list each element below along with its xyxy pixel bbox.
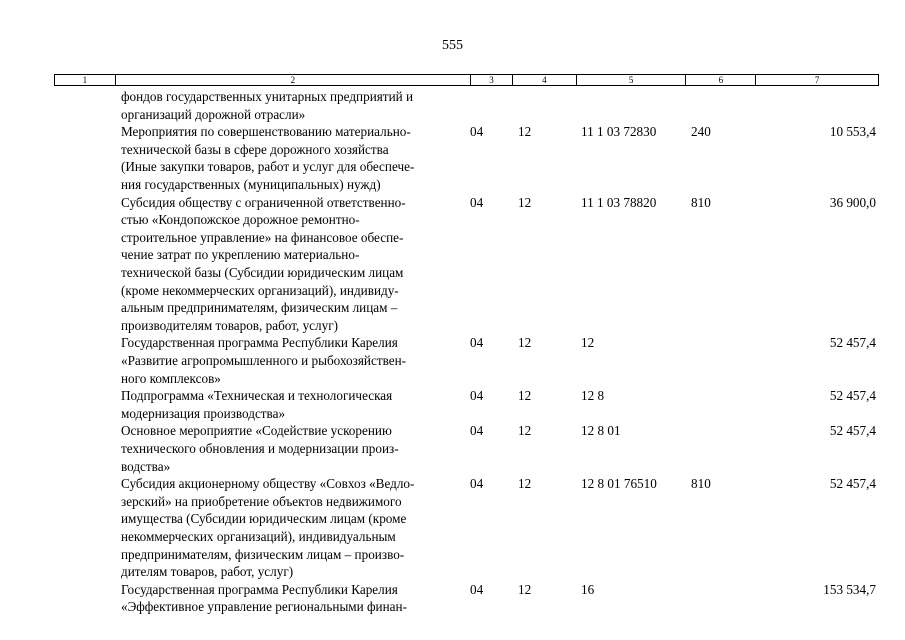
amount-value: 153 534,7: [823, 581, 876, 597]
column-number-6: 6: [686, 75, 756, 85]
budget-table-body: [0, 88, 905, 616]
target-article-code: 12 8 01 76510: [581, 476, 657, 492]
description-line: технической базы (Субсидии юридическим лицам: [121, 264, 404, 280]
amount-value: 10 553,4: [829, 124, 876, 140]
section-code: 04: [470, 124, 484, 140]
target-article-code: 12 8: [581, 388, 605, 404]
subsection-code: 12: [518, 388, 532, 404]
description-line: чение затрат по укреплению материально-: [121, 247, 360, 263]
description-line: Субсидия акционерному обществу «Совхоз «Ведло-: [121, 476, 415, 492]
section-code: 04: [470, 581, 484, 597]
expense-type-code: 810: [691, 476, 711, 492]
expense-type-code: 240: [691, 124, 711, 140]
target-article-code: 16: [581, 581, 595, 597]
column-number-5: 5: [577, 75, 687, 85]
column-number-2: 2: [116, 75, 471, 85]
amount-value: 52 457,4: [829, 388, 876, 404]
target-article-code: 12 8 01: [581, 423, 621, 439]
table-row: [0, 123, 905, 193]
subsection-code: 12: [518, 124, 532, 140]
subsection-code: 12: [518, 194, 532, 210]
description-line: (кроме некоммерческих организаций), индивиду-: [121, 282, 399, 298]
table-row: [0, 88, 905, 123]
amount-value: 52 457,4: [829, 423, 876, 439]
description-line: Мероприятия по совершенствованию материально-: [121, 124, 411, 140]
subsection-code: 12: [518, 423, 532, 439]
column-number-7: 7: [814, 75, 820, 85]
description-line: водства»: [121, 458, 171, 474]
section-code: 04: [470, 335, 484, 351]
table-row: [0, 334, 905, 387]
subsection-code: 12: [518, 335, 532, 351]
description-line: альным предпринимателям, физическим лицам –: [121, 300, 398, 316]
column-number-1: 1: [55, 75, 116, 85]
section-code: 04: [470, 423, 484, 439]
row-description: [121, 194, 461, 335]
description-line: имущества (Субсидии юридическим лицам (кроме: [121, 511, 407, 527]
amount-value: 52 457,4: [829, 476, 876, 492]
description-line: «Развитие агропромышленного и рыбохозяйствен-: [121, 352, 407, 368]
subsection-code: 12: [518, 476, 532, 492]
table-row: [0, 387, 905, 422]
row-description: [121, 387, 461, 422]
row-description: [121, 88, 461, 123]
description-line: ния государственных (муниципальных) нужд): [121, 176, 381, 192]
target-article-code: 12: [581, 335, 595, 351]
description-line: строительное управление» на финансовое обеспе-: [121, 229, 404, 245]
description-line: Подпрограмма «Техническая и технологическая: [121, 388, 393, 404]
subsection-code: 12: [518, 581, 532, 597]
table-row: [0, 194, 905, 335]
section-code: 04: [470, 388, 484, 404]
description-line: модернизация производства»: [121, 405, 286, 421]
description-line: Основное мероприятие «Содействие ускорению: [121, 423, 392, 439]
description-line: технической базы в сфере дорожного хозяйства: [121, 141, 389, 157]
amount-value: 36 900,0: [829, 194, 876, 210]
description-line: некоммерческих организаций), индивидуальным: [121, 528, 396, 544]
row-description: [121, 123, 461, 193]
section-code: 04: [470, 194, 484, 210]
column-number-4: 4: [513, 75, 577, 85]
table-row: [0, 422, 905, 475]
expense-type-code: 810: [691, 194, 711, 210]
description-line: производителям товаров, работ, услуг): [121, 317, 338, 333]
description-line: «Эффективное управление региональными финан-: [121, 599, 407, 615]
description-line: дителям товаров, работ, услуг): [121, 564, 294, 580]
description-line: предпринимателям, физическим лицам – произво-: [121, 546, 405, 562]
column-number-3: 3: [471, 75, 513, 85]
row-description: [121, 475, 461, 581]
section-code: 04: [470, 476, 484, 492]
row-description: [121, 581, 461, 616]
row-description: [121, 422, 461, 475]
description-line: Государственная программа Республики Карелия: [121, 335, 398, 351]
table-row: [0, 475, 905, 581]
table-row: [0, 581, 905, 616]
description-line: организаций дорожной отрасли»: [121, 106, 306, 122]
description-line: ного комплексов»: [121, 370, 221, 386]
description-line: фондов государственных унитарных предприятий и: [121, 89, 414, 104]
description-line: стью «Кондопожское дорожное ремонтно-: [121, 212, 360, 228]
description-line: Субсидия обществу с ограниченной ответственно-: [121, 194, 406, 210]
page-number: 555: [442, 38, 463, 53]
description-line: зерский» на приобретение объектов недвижимого: [121, 493, 402, 509]
amount-value: 52 457,4: [829, 335, 876, 351]
row-description: [121, 334, 461, 387]
description-line: технического обновления и модернизации произ-: [121, 440, 399, 456]
target-article-code: 11 1 03 78820: [581, 194, 657, 210]
description-line: Государственная программа Республики Карелия: [121, 581, 398, 597]
target-article-code: 11 1 03 72830: [581, 124, 657, 140]
table-column-header-row: [54, 74, 879, 86]
description-line: (Иные закупки товаров, работ и услуг для обеспече-: [121, 159, 415, 175]
